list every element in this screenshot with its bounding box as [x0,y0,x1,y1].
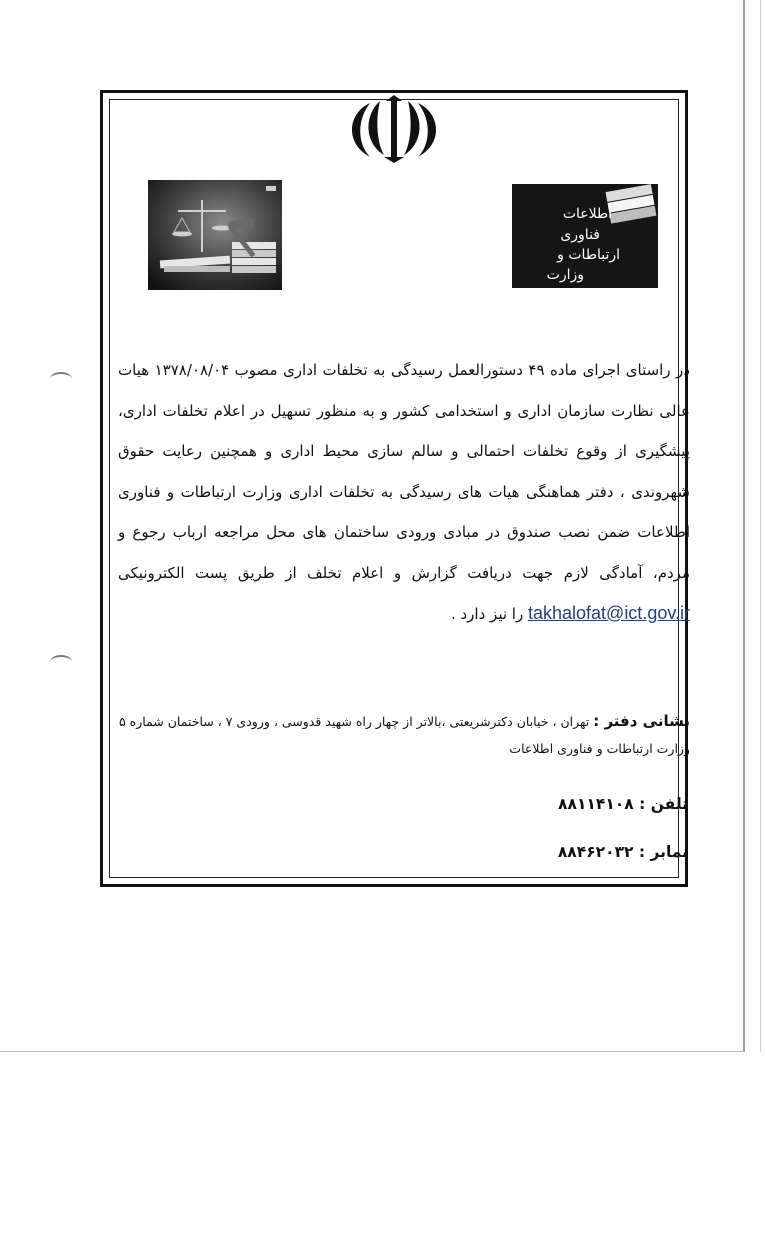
address-text: تهران ، خیابان دکترشریعتی ،بالاتر از چهار راه شهید قدوسی ، ورودی ۷ ، ساختمان شماره ۵ وزارت ارتباطات و فناوری اطلاعات [118,714,690,756]
scan-page-edge [743,0,745,1052]
email-link[interactable]: takhalofat@ict.gov.ir [527,603,690,623]
logo-text-line4: اطلاعات [562,206,612,222]
punch-hole-mark-upper [50,372,72,386]
office-address [118,708,690,762]
scan-page-bottom-edge [0,1051,745,1052]
phone-label: تلفن : [639,795,688,813]
scan-page-edge-outer [760,0,761,1052]
notice-paragraph: در راستای اجرای ماده ۴۹ دستورالعمل رسیدگی به تخلفات اداری مصوب ۱۳۷۸/۰۸/۰۴ هیات عالی نظارت سازمان اداری و استخدامی کشور و به منظور تسهیل در اعلام تخلفات اداری، پیشگیری از وقوع تخلفات احتمالی و سالم سازی محیط اداری و همچنین رعایت حقوق شهروندی ، دفتر هماهنگی هیات های رسیدگی به تخلفات اداری وزارت ارتباطات و فناوری اطلاعات ضمن نصب صندوق در مبادی ورودی ساختمان های محل مراجعه ارباب رجوع و مردم، آمادگی لازم جهت دریافت گزارش و اعلام تخلف از طریق پست الکترونیکی [118,361,690,582]
punch-hole-mark-lower [50,655,72,669]
scales-gavel-photo [148,180,282,290]
notice-body [118,350,690,635]
phone-number: ۸۸۱۱۴۱۰۸ [558,795,634,813]
logo-text-line2: ارتباطات و [557,247,620,263]
logo-text-line1: وزارت [546,267,584,283]
notice-paragraph-end: را نیز دارد . [450,605,524,623]
fax-label: نمابر : [638,843,688,861]
logo-text-line3: فناوری [560,227,600,243]
phone-line [118,795,688,813]
fax-number: ۸۸۴۶۲۰۳۲ [557,843,634,861]
address-label: نشانی دفتر : [593,712,690,730]
iran-emblem-icon [340,95,448,165]
fax-line [118,843,688,861]
ministry-ict-logo-icon [512,184,658,288]
